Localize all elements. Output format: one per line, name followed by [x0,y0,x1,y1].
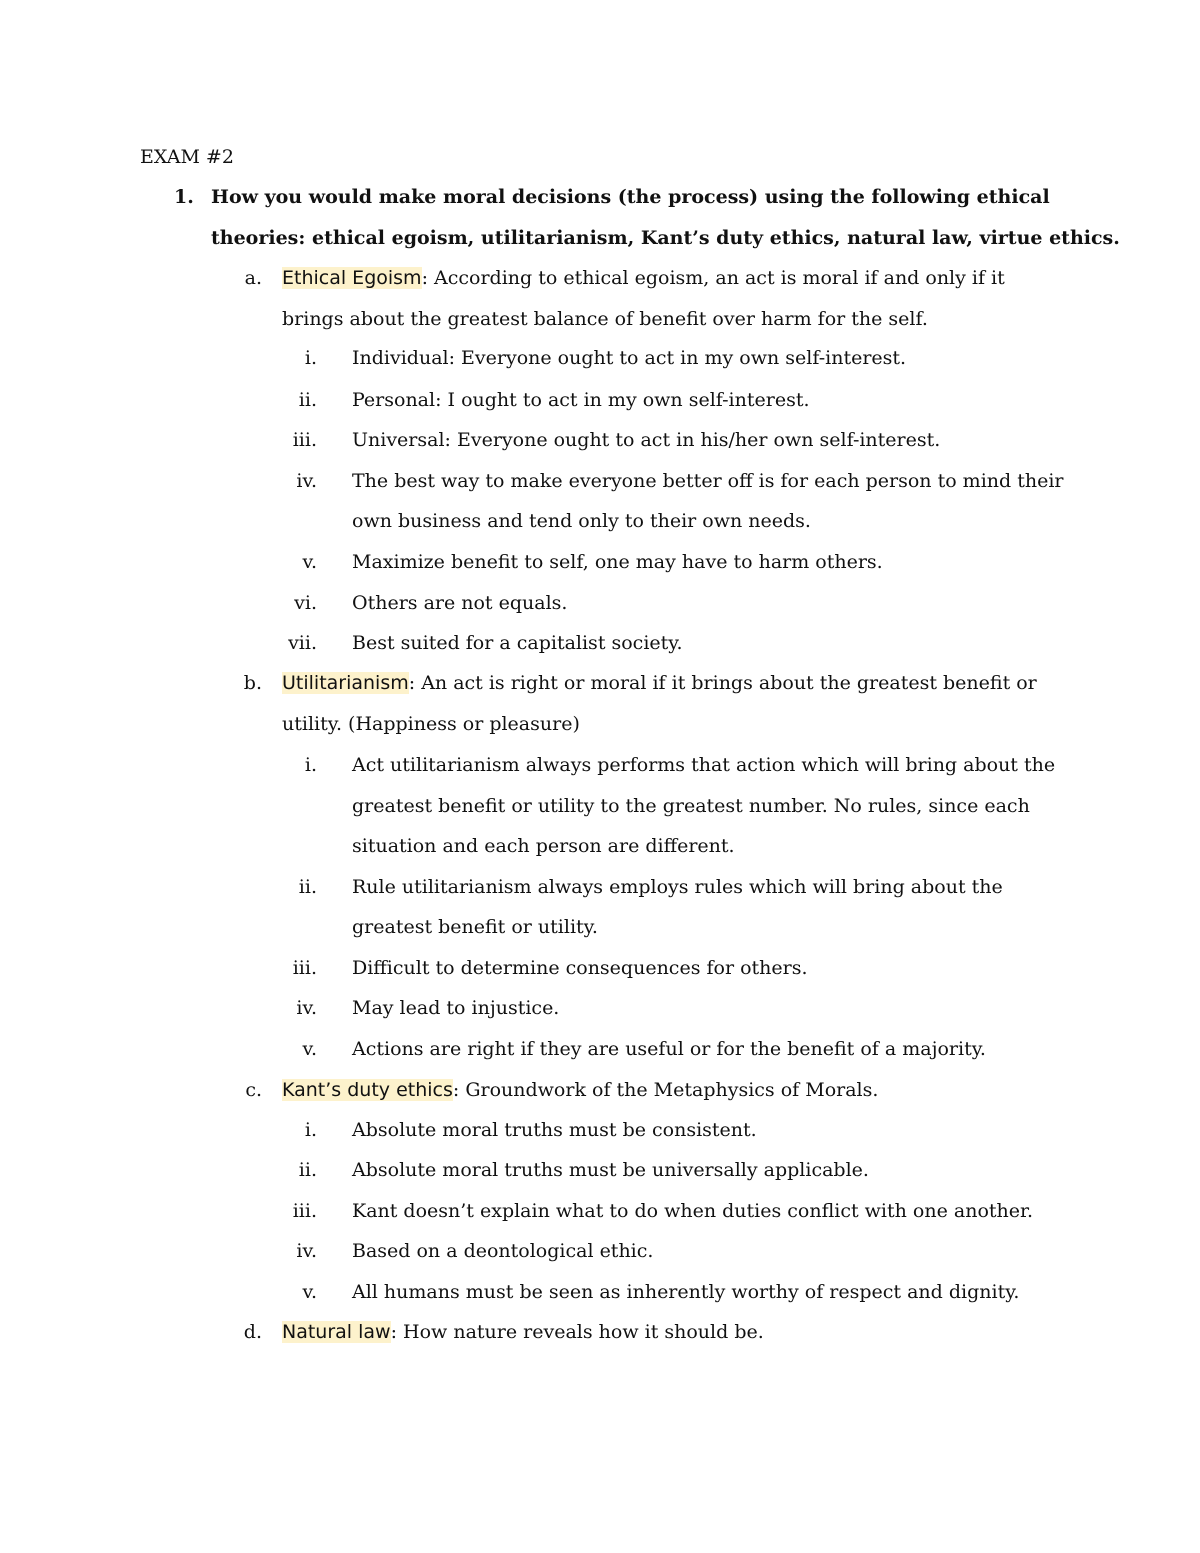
item-marker: ii. [298,1159,317,1181]
item-text: situation and each person are different. [352,835,735,857]
item-marker: i. [304,347,317,369]
section-c-text [282,1076,878,1104]
item-marker: i. [304,754,317,776]
item-text: Actions are right if they are useful or for the benefit of a majority. [352,1038,986,1060]
section-definition: brings about the greatest balance of benefit over harm for the self. [282,308,928,330]
item-text: greatest benefit or utility to the greatest number. No rules, since each [352,795,1030,817]
item-text: Others are not equals. [352,592,568,614]
highlighted-term: Ethical Egoism [282,267,422,289]
item-text: May lead to injustice. [352,997,560,1019]
section-definition: utility. (Happiness or pleasure) [282,713,580,735]
item-text: Personal: I ought to act in my own self-interest. [352,389,810,411]
item-text: greatest benefit or utility. [352,916,598,938]
item-text: Difficult to determine consequences for others. [352,957,808,979]
item-text: All humans must be seen as inherently worthy of respect and dignity. [352,1281,1020,1303]
item-marker: iv. [296,1240,317,1262]
item-text: Individual: Everyone ought to act in my own self-interest. [352,347,907,369]
item-marker: vii. [288,632,317,654]
item-marker: iii. [292,957,317,979]
item-text: Absolute moral truths must be consistent. [352,1119,757,1141]
question-number: 1. [174,186,194,208]
item-marker: iii. [292,1200,317,1222]
section-definition: : How nature reveals how it should be. [390,1321,764,1343]
question-text: How you would make moral decisions (the process) using the following ethical [211,186,1050,208]
highlighted-term: Kant’s duty ethics [282,1079,453,1101]
item-marker: iii. [292,429,317,451]
exam-title: EXAM #2 [140,146,234,168]
item-text: Rule utilitarianism always employs rules which will bring about the [352,876,1003,898]
item-marker: vi. [294,592,317,614]
item-text: Universal: Everyone ought to act in his/her own self-interest. [352,429,941,451]
item-text: own business and tend only to their own needs. [352,510,811,532]
section-definition: : Groundwork of the Metaphysics of Morals. [452,1079,879,1101]
item-marker: v. [302,1038,317,1060]
section-definition: : An act is right or moral if it brings about the greatest benefit or [408,672,1037,694]
section-marker: b. [243,672,262,694]
item-text: Absolute moral truths must be universally applicable. [352,1159,869,1181]
section-b-text [282,669,1037,697]
highlighted-term: Utilitarianism [282,672,409,694]
item-text: Act utilitarianism always performs that action which will bring about the [352,754,1056,776]
item-marker: i. [304,1119,317,1141]
item-marker: v. [302,1281,317,1303]
highlighted-term: Natural law [282,1321,391,1343]
section-marker: d. [243,1321,262,1343]
section-definition: : According to ethical egoism, an act is moral if and only if it [421,267,1005,289]
section-marker: c. [245,1079,262,1101]
section-a-text [282,264,1005,292]
item-marker: iv. [296,470,317,492]
question-text: theories: ethical egoism, utilitarianism, Kant’s duty ethics, natural law, virtue ethics. [211,227,1120,249]
section-marker: a. [244,267,262,289]
item-text: Best suited for a capitalist society. [352,632,683,654]
item-marker: ii. [298,389,317,411]
item-marker: iv. [296,997,317,1019]
section-d-text [282,1318,764,1346]
item-text: Maximize benefit to self, one may have to harm others. [352,551,883,573]
item-marker: v. [302,551,317,573]
item-text: Kant doesn’t explain what to do when duties conflict with one another. [352,1200,1034,1222]
item-text: Based on a deontological ethic. [352,1240,654,1262]
item-marker: ii. [298,876,317,898]
item-text: The best way to make everyone better off is for each person to mind their [352,470,1064,492]
